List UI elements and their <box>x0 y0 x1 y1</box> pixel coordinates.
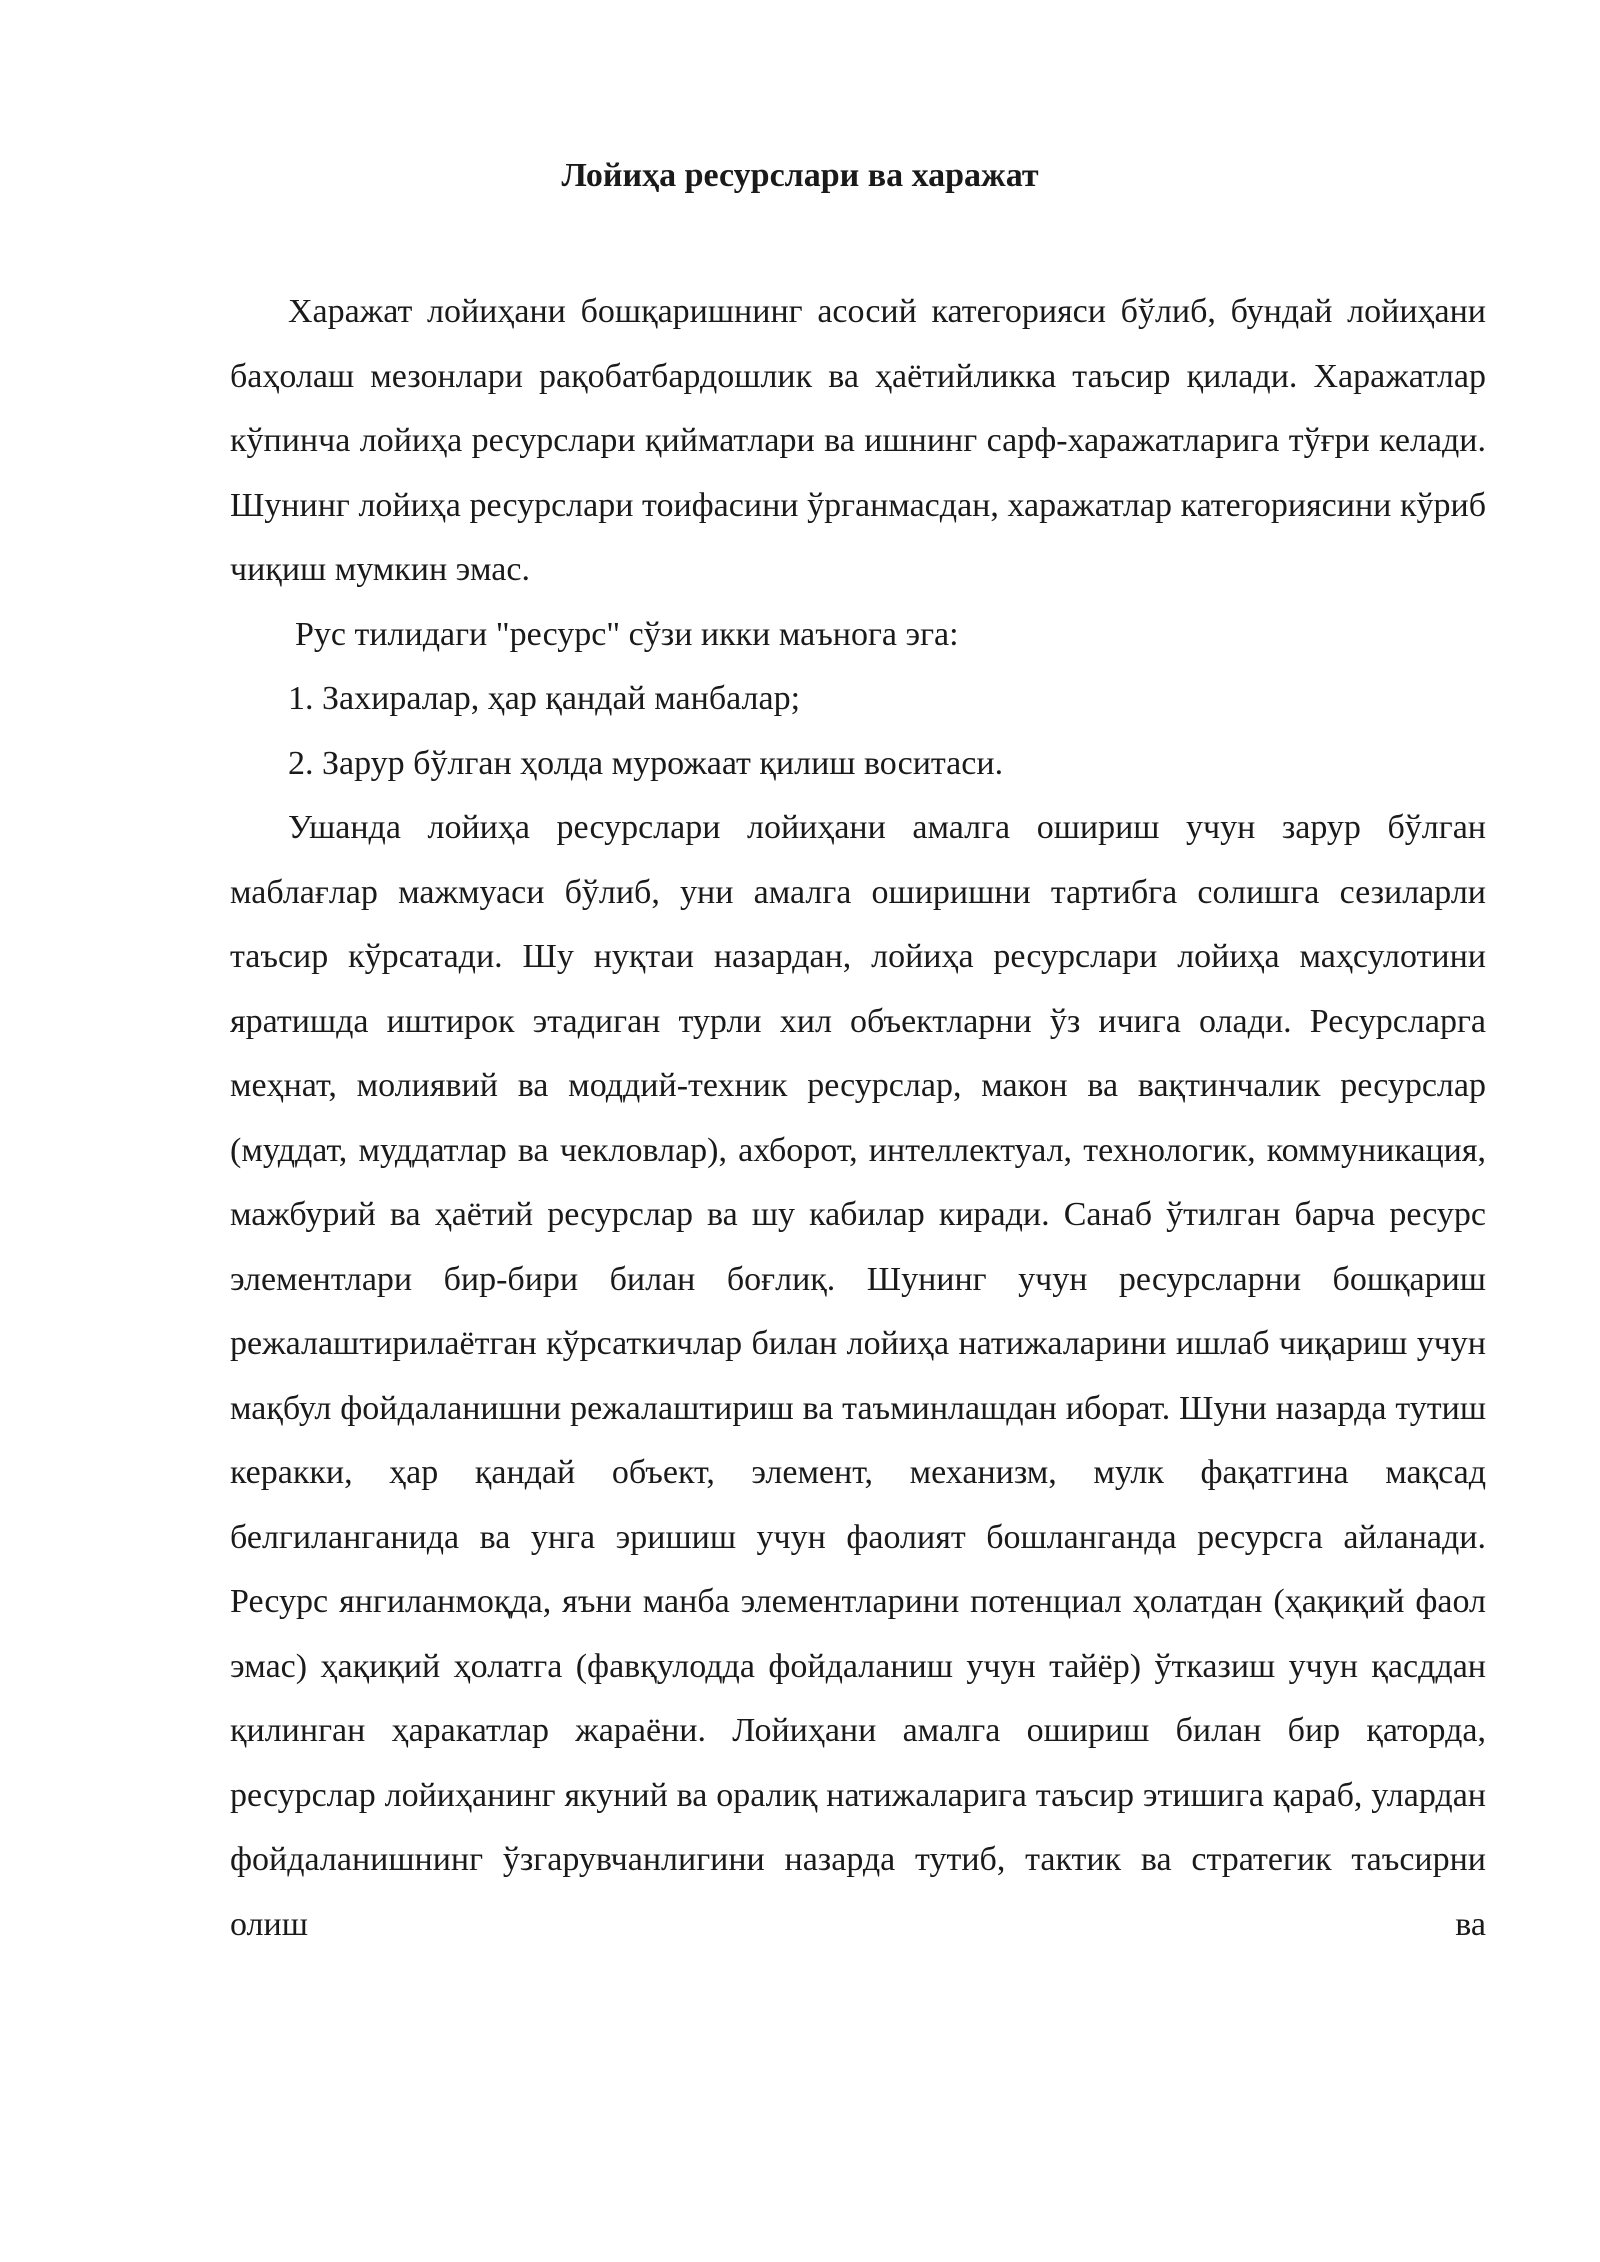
paragraph-cost-intro: Харажат лойиҳани бошқаришнинг асосий категорияси бўлиб, бундай лойиҳани баҳолаш мезонлари рақобатбардошлик ва ҳаётийликка таъсир қилади. Харажатлар кўпинча лойиҳа ресурслари қийматлари ва ишнинг сарф-харажатларига тўғри келади. Шунинг лойиҳа ресурслари тоифасини ўрганмасдан, харажатлар категориясини кўриб чиқиш мумкин эмас. <box>230 293 1486 588</box>
list-item-1: 1. Захиралар, ҳар қандай манбалар; <box>288 680 801 717</box>
list-item-2: 2. Зарур бўлган ҳолда мурожаат қилиш воситаси. <box>288 744 1004 782</box>
document-title: Лойиҳа ресурслари ва харажат <box>561 157 1039 194</box>
paragraph-project-resources: Ушанда лойиҳа ресурслари лойиҳани амалга ошириш учун зарур бўлган маблағлар мажмуаси бўлиб, уни амалга оширишни тартибга солишга сезиларли таъсир кўрсатади. Шу нуқтаи назардан, лойиҳа ресурслари лойиҳа маҳсулотини яратишда иштирок этадиган турли хил объектларни ўз ичига олади. Ресурсларга меҳнат, молиявий ва моддий-техник ресурслар, макон ва вақтинчалик ресурслар (муддат, муддатлар ва чекловлар), ахборот, интеллектуал, технологик, коммуникация, мажбурий ва ҳаётий ресурслар ва шу кабилар киради. Санаб ўтилган барча ресурс элементлари бир-бири билан боғлиқ. Шунинг учун ресурсларни бошқариш режалаштирилаётган кўрсаткичлар билан лойиҳа натижаларини ишлаб чиқариш учун мақбул фойдаланишни режалаштириш ва таъминлашдан иборат. Шуни назарда тутиш керакки, ҳар қандай объект, элемент, механизм, мулк фақатгина мақсад белгиланганида ва унга эришиш учун фаолият бошланганда ресурсга айланади. Ресурс янгиланмоқда, яъни манба элементларини потенциал ҳолатдан (ҳақиқий фаол эмас) ҳақиқий ҳолатга (фавқулодда фойдаланиш учун тайёр) ўтказиш учун қасддан қилинган ҳаракатлар жараёни. Лойиҳани амалга ошириш билан бир қаторда, ресурслар лойиҳанинг якуний ва оралиқ натижаларига таъсир этишига қараб, улардан фойдаланишнинг ўзгарувчанлигини назарда тутиб, тактик ва стратегик таъсирни олиш ва <box>230 809 1486 1943</box>
document-body <box>230 280 1486 1957</box>
paragraph-resource-word: Рус тилидаги "ресурс" сўзи икки маънога эга: <box>295 615 959 653</box>
